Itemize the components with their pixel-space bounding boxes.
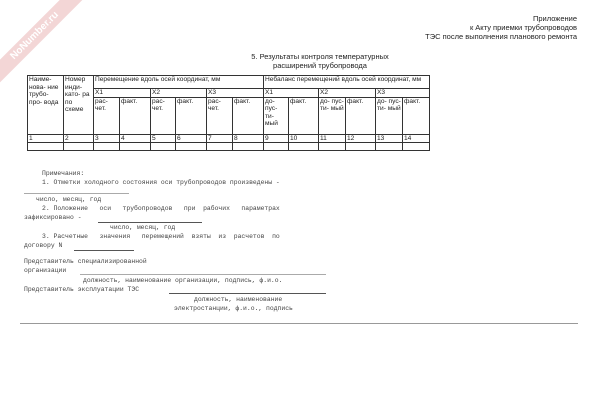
sub-calc: рас- чет. <box>207 97 233 134</box>
rep-operator-line[interactable] <box>169 293 326 294</box>
section-title <box>220 52 420 70</box>
column-number: 9 <box>264 134 289 143</box>
sub-allowed: до- пус- ти- мый <box>319 97 346 134</box>
title-line: 5. Результаты контроля температурных <box>251 52 389 61</box>
rep-specialized-hint: должность, наименование организации, подпись, ф.и.о. <box>83 277 283 284</box>
header-displacement: Перемещение вдоль осей координат, мм <box>94 76 264 89</box>
rep-operator-hint: должность, наименование <box>194 296 283 303</box>
sub-fact: факт. <box>233 97 264 134</box>
date-line-2[interactable] <box>98 222 202 223</box>
column-number: 5 <box>151 134 176 143</box>
rep-specialized-line[interactable] <box>80 274 326 275</box>
note-2-cont: зафиксировано - <box>24 214 82 221</box>
column-number: 7 <box>207 134 233 143</box>
axis-x3: X3 <box>207 89 264 98</box>
notes-heading: Примечания: <box>42 170 85 177</box>
results-table <box>27 75 430 151</box>
note-1: 1. Отметки холодного состояния оси трубопроводов произведены - <box>42 179 280 186</box>
rep-operator-hint-cont: электростанции, ф.и.о., подпись <box>174 305 293 312</box>
sub-fact: факт. <box>120 97 151 134</box>
column-number: 10 <box>289 134 319 143</box>
axis-x2: X2 <box>319 89 376 98</box>
column-number: 12 <box>346 134 376 143</box>
watermark: NoNumber.ru <box>0 0 87 88</box>
note-2: 2. Положение оси трубопроводов при рабочих параметрах <box>42 205 280 212</box>
axis-x1: X1 <box>94 89 151 98</box>
axis-x3: X3 <box>376 89 430 98</box>
axis-x1: X1 <box>264 89 319 98</box>
sub-fact: факт. <box>176 97 207 134</box>
note-3-cont: договору N <box>24 242 63 249</box>
sub-fact: факт. <box>346 97 376 134</box>
column-number: 8 <box>233 134 264 143</box>
header-imbalance: Небаланс перемещений вдоль осей координат, мм <box>264 76 430 89</box>
column-number: 3 <box>94 134 120 143</box>
sub-fact: факт. <box>289 97 319 134</box>
column-number: 14 <box>403 134 430 143</box>
sub-calc: рас- чет. <box>94 97 120 134</box>
rep-operator-label: Представитель эксплуатации ТЭС <box>24 286 140 293</box>
column-number: 13 <box>376 134 403 143</box>
appendix-header <box>425 14 577 41</box>
column-number: 6 <box>176 134 207 143</box>
appendix-line: Приложение <box>533 14 577 23</box>
rep-specialized-label-cont: организации <box>24 267 67 274</box>
header-indicator-number: Номер инди- като- ра по схеме <box>64 76 94 135</box>
axis-x2: X2 <box>151 89 207 98</box>
column-number: 2 <box>64 134 94 143</box>
title-line: расширений трубопровода <box>273 61 367 70</box>
column-number: 1 <box>28 134 64 143</box>
column-numbers-row <box>28 134 430 143</box>
column-number: 4 <box>120 134 151 143</box>
appendix-line: к Акту приемки трубопроводов <box>469 23 577 32</box>
date-hint: число, месяц, год <box>110 224 176 231</box>
sub-calc: рас- чет. <box>151 97 176 134</box>
rep-specialized-label: Представитель специализированной <box>24 258 147 265</box>
date-hint: число, месяц, год <box>36 196 102 203</box>
contract-number-line[interactable] <box>74 250 134 251</box>
date-line-1[interactable] <box>24 193 129 194</box>
appendix-line: ТЭС после выполнения планового ремонта <box>425 32 577 41</box>
page-divider <box>20 323 578 324</box>
sub-allowed: до- пус- ти- мый <box>376 97 403 134</box>
empty-data-row <box>28 143 430 151</box>
sub-fact: факт. <box>403 97 430 134</box>
header-pipeline-name: Наиме- нова- ние трубо- про- вода <box>28 76 64 135</box>
column-number: 11 <box>319 134 346 143</box>
note-3: 3. Расчетные значения перемещений взяты из расчетов по <box>42 233 280 240</box>
sub-allowed: до- пус- ти- мый <box>264 97 289 134</box>
